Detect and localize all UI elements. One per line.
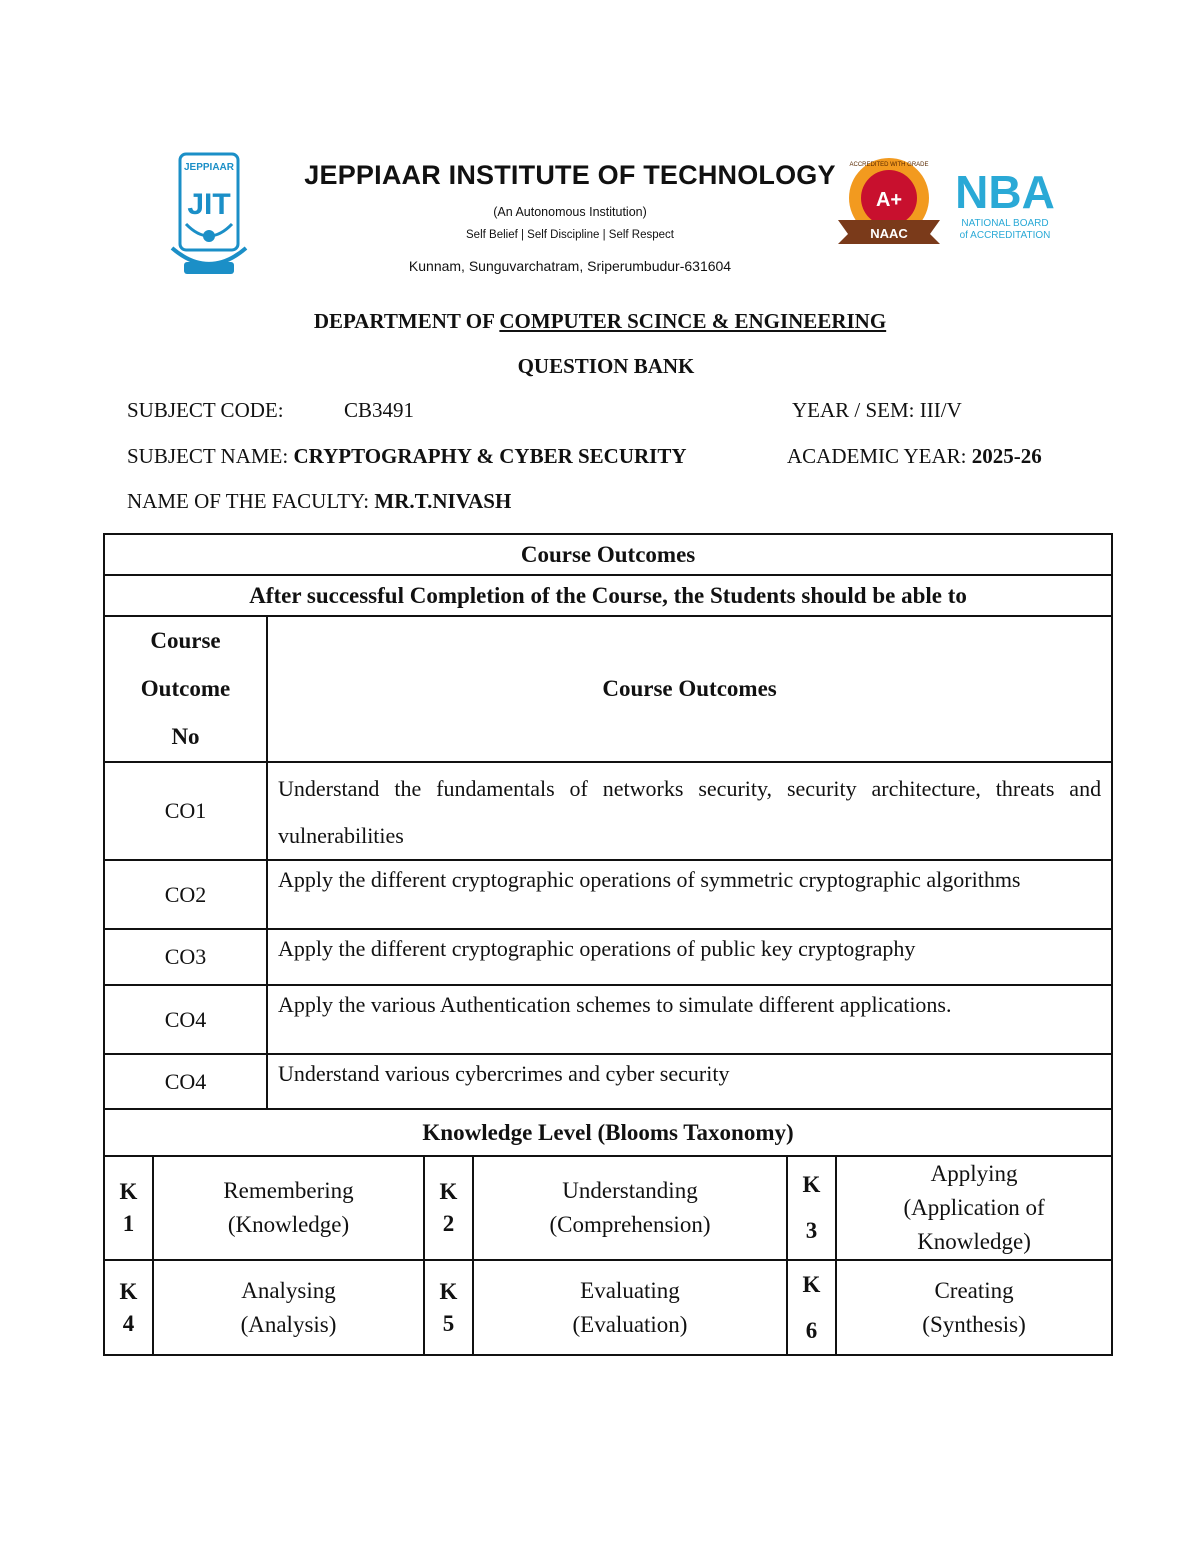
- co-number-header: Course Outcome No: [104, 616, 267, 762]
- institution-header: [300, 160, 840, 274]
- k-description: Creating (Synthesis): [836, 1260, 1112, 1355]
- co-number: CO1: [104, 762, 267, 860]
- department-title: DEPARTMENT OF COMPUTER SCINCE & ENGINEERING: [313, 309, 887, 333]
- institution-name: JEPPIAAR INSTITUTE OF TECHNOLOGY: [304, 160, 836, 190]
- year-sem: YEAR / SEM: III/V: [792, 398, 962, 422]
- academic-year: ACADEMIC YEAR: 2025-26: [787, 444, 1042, 468]
- svg-text:ACCREDITED WITH GRADE: ACCREDITED WITH GRADE: [849, 162, 929, 168]
- course-outcomes-table: [103, 533, 1113, 1356]
- institution-address: Kunnam, Sunguvarchatram, Sriperumbudur-631604: [408, 258, 732, 274]
- co-number: CO4: [104, 985, 267, 1054]
- svg-text:JEPPIAAR: JEPPIAAR: [183, 162, 235, 173]
- k-description: Evaluating (Evaluation): [473, 1260, 787, 1355]
- k-label: K 1: [104, 1156, 153, 1260]
- institution-logo: [166, 152, 252, 290]
- knowledge-level-title: Knowledge Level (Blooms Taxonomy): [104, 1109, 1112, 1156]
- subject-code: CB3491: [344, 398, 415, 422]
- svg-text:NBA: NBA: [955, 166, 1055, 218]
- table-row: [104, 860, 1112, 929]
- k-label: K 5: [424, 1260, 473, 1355]
- co-description: Apply the various Authentication schemes to simulate different applications.: [267, 985, 1112, 1054]
- table-subtitle: After successful Completion of the Course, the Students should be able to: [104, 575, 1112, 616]
- table-row: [104, 1054, 1112, 1109]
- institution-motto: Self Belief | Self Discipline | Self Respect: [466, 229, 674, 241]
- k-description: Analysing (Analysis): [153, 1260, 424, 1355]
- subject-name: SUBJECT NAME: CRYPTOGRAPHY & CYBER SECURITY: [127, 444, 687, 468]
- co-number: CO2: [104, 860, 267, 929]
- svg-text:NAAC: NAAC: [870, 226, 908, 241]
- co-description: Understand the fundamentals of networks security, security architecture, threats and vulnerabilities: [267, 762, 1112, 860]
- svg-text:JIT: JIT: [187, 188, 231, 221]
- k-label: K 3: [787, 1156, 836, 1260]
- k-description: Applying (Application of Knowledge): [836, 1156, 1112, 1260]
- knowledge-row: [104, 1260, 1112, 1355]
- svg-text:of ACCREDITATION: of ACCREDITATION: [959, 230, 1051, 241]
- naac-logo: [834, 154, 944, 250]
- co-description: Apply the different cryptographic operations of symmetric cryptographic algorithms: [267, 860, 1112, 929]
- co-number: CO4: [104, 1054, 267, 1109]
- co-number: CO3: [104, 929, 267, 985]
- nba-logo: [955, 162, 1057, 248]
- subject-code-label: SUBJECT CODE:: [127, 398, 284, 422]
- document-title: QUESTION BANK: [517, 354, 695, 378]
- co-description-header: Course Outcomes: [267, 616, 1112, 762]
- institution-type: (An Autonomous Institution): [493, 205, 647, 219]
- k-label: K 6: [787, 1260, 836, 1355]
- k-label: K 4: [104, 1260, 153, 1355]
- svg-text:NATIONAL BOARD: NATIONAL BOARD: [961, 218, 1049, 229]
- svg-text:A+: A+: [875, 189, 903, 211]
- table-title: Course Outcomes: [104, 534, 1112, 575]
- faculty-name: NAME OF THE FACULTY: MR.T.NIVASH: [127, 489, 512, 513]
- k-description: Understanding (Comprehension): [473, 1156, 787, 1260]
- k-label: K 2: [424, 1156, 473, 1260]
- table-row: [104, 762, 1112, 860]
- k-description: Remembering (Knowledge): [153, 1156, 424, 1260]
- table-row: [104, 929, 1112, 985]
- department-name: COMPUTER SCINCE & ENGINEERING: [499, 309, 887, 333]
- co-description: Understand various cybercrimes and cyber security: [267, 1054, 1112, 1109]
- table-row: [104, 985, 1112, 1054]
- co-description: Apply the different cryptographic operations of public key cryptography: [267, 929, 1112, 985]
- knowledge-row: [104, 1156, 1112, 1260]
